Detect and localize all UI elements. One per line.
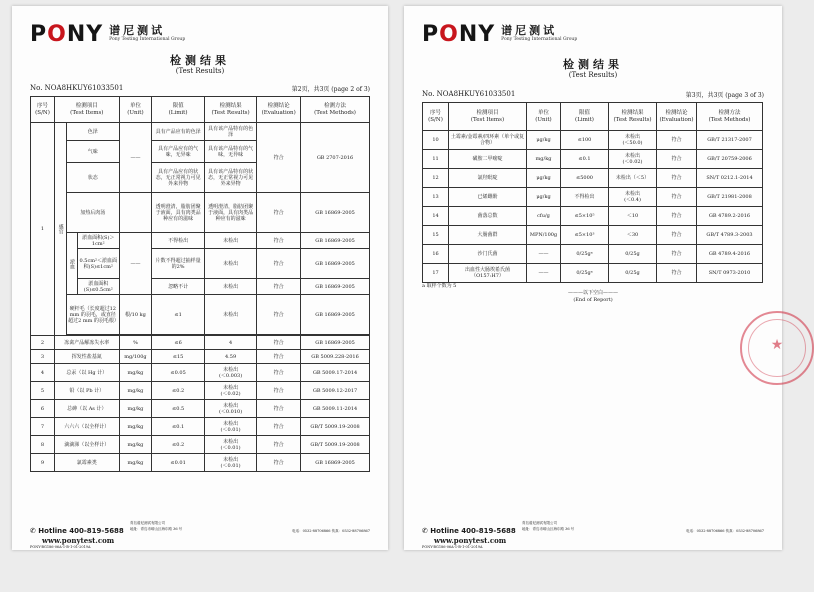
table-row: 气味 具有产品应有的气味，无异味 具有该产品特有的气味，无异味: [31, 141, 370, 163]
table-row: 4 总汞（以 Hg 计） mg/kg ≤0.05 未检出 (＜0.003) 符合 GB 5009.17-2014: [31, 364, 370, 382]
company-name: 青岛谱尼测试有限公司: [130, 521, 165, 525]
table-row: 7 六六六（以全样计） mg/kg ≤0.1 未检出 (＜0.01) 符合 GB/T 5009.19-2008: [31, 418, 370, 436]
company-name: 青岛谱尼测试有限公司: [522, 521, 557, 525]
table-header: [31, 97, 370, 123]
col-item: 检测项目 (Test Items): [55, 97, 120, 123]
pony-logo: PONY 谱尼测试 Pony Testing International Group: [30, 22, 186, 47]
brand-en: Pony Testing International Group: [501, 37, 578, 42]
col-method: 检测方法 (Test Methods): [301, 97, 370, 123]
report-page-2: [12, 6, 388, 550]
end-marker: ———以下空白———: [567, 290, 618, 296]
table-row: 17 出血性大肠埃希氏菌（O157:H7） —— 0/25gᵃ 0/25g 符合 SN/T 0973-2010: [423, 264, 763, 283]
contact-info: 电话：0532-88706866 传真：0532-88706867: [686, 529, 764, 533]
table-row: 0.5cm²＜淤血面积(S)≤1cm² 片数不得超过抽样量的2% 未检出 符合 GB 16869-2005: [31, 249, 370, 279]
company-address: 地址：青岛市崂山区海尔路 36 号: [130, 527, 183, 531]
table-row: 11 磺胺二甲嘧啶 mg/kg ≤0.1 未检出 (＜0.02) 符合 GB/T 20759-2006: [423, 150, 763, 169]
table-row: 14 菌落总数 cfu/g ≤5×10⁵ ＜10 符合 GB 4789.2-2016: [423, 207, 763, 226]
page-title: 检测结果: [170, 54, 230, 67]
table-row: 淤血 淤血面积(S)＞1cm² —— 不得检出 未检出 符合 GB 16869-2005: [31, 233, 370, 249]
page-title: 检测结果: [563, 58, 623, 71]
brand-cn: 谱尼测试: [109, 24, 166, 37]
company-address: 地址：青岛市崂山区海尔路 36 号: [522, 527, 575, 531]
page-number: 第3页，共3页 (page 3 of 3): [685, 92, 764, 99]
sn-cell: 1: [31, 123, 55, 336]
footnote: a 取样个数为 5: [422, 283, 457, 289]
table-row: 3 挥发性盐基氮 mg/100g ≤15 4.59 符合 GB 5009.228-2016: [31, 350, 370, 364]
stamp-edge: [376, 276, 386, 346]
table-row: 加热后肉汤 透明澄清，脂肪团聚于液面，具有肉类品种应有的滋味 透明澄清，脂肪团聚于液面，具有肉类品种应有的滋味 符合 GB 16869-2005: [31, 193, 370, 233]
form-number: PONY-BG186-06A-1-B-1-01-2019A: [30, 545, 91, 549]
footer: [30, 518, 370, 549]
table-row: 15 大肠菌群 MPN/100g ≤5×10³ ＜30 符合 GB/T 4789.3-2003: [423, 226, 763, 245]
hotline: ✆ Hotline 400-819-5688: [422, 527, 516, 535]
end-of-report: (End of Report): [573, 297, 613, 303]
table-row: 12 氯羟吡啶 μg/kg ≤5000 未检出（＜5） 符合 SN/T 0212.1-2014: [423, 169, 763, 188]
form-number: PONY-BG186-06A-1-B-1-01-2019A: [422, 545, 483, 549]
col-limit: 限值 (Limit): [152, 97, 204, 123]
official-seal: ★: [740, 311, 814, 385]
table-row: 6 总砷（以 As 计） mg/kg ≤0.5 未检出 (＜0.010) 符合 GB 5009.11-2014: [31, 400, 370, 418]
col-unit: 单位 (Unit): [119, 97, 152, 123]
pony-logo: PONY 谱尼测试 Pony Testing International Group: [422, 22, 578, 47]
table-row: 8 滴滴涕（以全样计） mg/kg ≤0.2 未检出 (＜0.01) 符合 GB/T 5009.19-2008: [31, 436, 370, 454]
hotline: ✆ Hotline 400-819-5688: [30, 527, 124, 535]
col-eval: 检测结论 (Evaluation): [257, 97, 301, 123]
table-row: 状态 具有产品应有的状态，无正常视力可见外来异物 具有该产品特有的状态，无正常视力可见外来异物: [31, 163, 370, 193]
col-sn: 序号 (S/N): [31, 97, 55, 123]
table-row: 5 铅（以 Pb 计） mg/kg ≤0.2 未检出 (＜0.02) 符合 GB 5009.12-2017: [31, 382, 370, 400]
table-row: 13 已烯雌酚 μg/kg 不得检出 未检出 (＜0.4) 符合 GB/T 21981-2008: [423, 188, 763, 207]
footer: [422, 518, 764, 549]
table-row: 9 氯霉素类 mg/kg ≤0.01 未检出 (＜0.01) 符合 GB 16869-2005: [31, 454, 370, 472]
table-row: 淤血面积(S)≤0.5cm² 忽略不计 未检出 符合 GB 16869-2005: [31, 279, 370, 295]
brand-cn: 谱尼测试: [501, 24, 558, 37]
table-row: 16 沙门氏菌 —— 0/25gᵃ 0/25g 符合 GB 4789.4-2016: [423, 245, 763, 264]
table-row: 1 感官 色泽 —— 具有产品应有的色泽 具有该产品特有的色泽 符合 GB 2707-2016: [31, 123, 370, 141]
brand-en: Pony Testing International Group: [109, 37, 186, 42]
col-result: 检测结果 (Test Results): [204, 97, 256, 123]
report-number: No. NOA8HKUY61033501: [422, 90, 516, 98]
blood-label: 淤血: [67, 233, 78, 295]
results-table: [422, 102, 763, 283]
page-subtitle: (Test Results): [568, 71, 618, 79]
results-table: [30, 96, 370, 472]
page-number: 第2页，共3页 (page 2 of 3): [291, 86, 370, 93]
table-row: 10 土霉素/金霉素/四环素（单个或复合物） μg/kg ≤100 未检出 (＜50.0) 符合 GB/T 21317-2007: [423, 131, 763, 150]
table-row: 硬杆毛（长度超过12 mm 的羽毛，或直径超过2 mm 的羽毛根） 根/10 kg ≤1 未检出 符合 GB 16869-2005: [31, 295, 370, 335]
page-subtitle: (Test Results): [175, 67, 225, 75]
group-label: 感官: [55, 123, 67, 336]
contact-info: 电话：0532-88706866 传真：0532-88706867: [292, 529, 370, 533]
table-row: 2 冻禽产品解冻失水率 % ≤6 4 符合 GB 16869-2005: [31, 336, 370, 350]
website-link[interactable]: www.ponytest.com: [42, 536, 115, 545]
report-number: No. NOA8HKUY61033501: [30, 84, 124, 92]
website-link[interactable]: www.ponytest.com: [434, 536, 507, 545]
table-header: 序号 (S/N) 检测项目 (Test Items) 单位 (Unit) 限值 (Limit) 检测结果 (Test Results) 检测结论 (Evaluation) 检测方法 (Test Methods): [423, 103, 763, 131]
report-page-3: [404, 6, 782, 550]
